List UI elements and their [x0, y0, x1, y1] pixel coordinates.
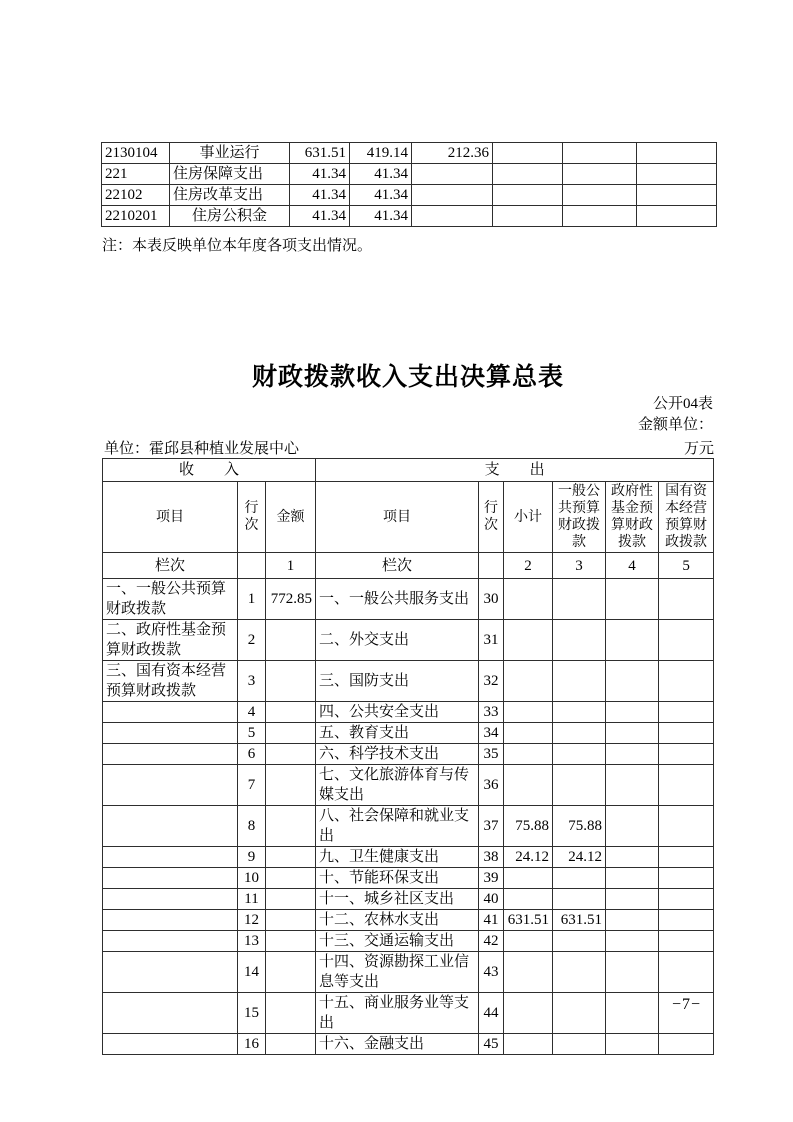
expense-item-cell: 十二、农林水支出: [316, 910, 479, 931]
general-budget-cell: [553, 993, 606, 1034]
subtotal-cell: [504, 723, 553, 744]
income-amount-cell: 772.85: [266, 579, 316, 620]
subject-code-cell: 2130104: [102, 143, 170, 164]
income-item-cell: [103, 702, 238, 723]
income-item-cell: [103, 744, 238, 765]
subject-name-cell: 住房保障支出: [170, 164, 290, 185]
subject-name-cell: 住房公积金: [170, 206, 290, 227]
general-budget-cell: [553, 931, 606, 952]
blank-cell: [238, 553, 266, 579]
empty-amount-cell: [563, 185, 637, 206]
amount-unit-value: 万元: [683, 441, 714, 457]
income-row-no-cell: 14: [238, 952, 266, 993]
income-row-no-cell: 7: [238, 765, 266, 806]
income-amount-cell: [266, 702, 316, 723]
income-index-label: 栏次: [103, 553, 238, 579]
total-amount-cell: 41.34: [290, 185, 350, 206]
expense-row-no-cell: 40: [479, 889, 504, 910]
basic-amount-cell: 41.34: [350, 206, 412, 227]
expense-item-cell: 五、教育支出: [316, 723, 479, 744]
total-amount-cell: 41.34: [290, 164, 350, 185]
blank-cell: [479, 553, 504, 579]
general-budget-cell: [553, 620, 606, 661]
state-capital-cell: [659, 723, 714, 744]
gov-fund-cell: [606, 579, 659, 620]
expense-row-no-cell: 45: [479, 1034, 504, 1055]
gov-fund-cell: [606, 806, 659, 847]
subject-code-cell: 22102: [102, 185, 170, 206]
subtotal-cell: 631.51: [504, 910, 553, 931]
table-row: [103, 847, 714, 868]
income-amount-cell: [266, 744, 316, 765]
expense-row-no-cell: 44: [479, 993, 504, 1034]
project-amount-cell: [412, 206, 493, 227]
general-budget-cell: [553, 702, 606, 723]
expense-row-no-cell: 34: [479, 723, 504, 744]
column-index-row: [103, 553, 714, 579]
income-amount-header: 金额: [266, 482, 316, 553]
subtotal-cell: [504, 765, 553, 806]
income-item-cell: [103, 868, 238, 889]
expense-section-header: 支 出: [316, 459, 714, 482]
income-amount-cell: [266, 661, 316, 702]
state-capital-cell: [659, 1034, 714, 1055]
general-budget-cell: [553, 952, 606, 993]
income-item-cell: [103, 806, 238, 847]
column-index-5: 5: [659, 553, 714, 579]
income-amount-cell: [266, 931, 316, 952]
column-index-4: 4: [606, 553, 659, 579]
general-budget-cell: [553, 661, 606, 702]
expense-row-no-cell: 43: [479, 952, 504, 993]
income-amount-cell: [266, 847, 316, 868]
expense-row-no-cell: 37: [479, 806, 504, 847]
state-capital-cell: [659, 952, 714, 993]
expense-row-no-cell: 31: [479, 620, 504, 661]
gov-fund-cell: [606, 1034, 659, 1055]
subtotal-header: 小计: [504, 482, 553, 553]
income-item-cell: 二、政府性基金预算财政拨款: [103, 620, 238, 661]
income-row-no-cell: 12: [238, 910, 266, 931]
income-item-cell: [103, 847, 238, 868]
page-title: 财政拨款收入支出决算总表: [251, 363, 564, 391]
page-number: −7−: [671, 996, 701, 1013]
expense-item-cell: 六、科学技术支出: [316, 744, 479, 765]
gov-fund-cell: [606, 889, 659, 910]
income-amount-cell: [266, 765, 316, 806]
empty-amount-cell: [493, 206, 563, 227]
table-row: [103, 952, 714, 993]
org-line: [104, 437, 714, 458]
income-row-no-cell: 15: [238, 993, 266, 1034]
gov-fund-cell: [606, 847, 659, 868]
income-row-no-cell: 13: [238, 931, 266, 952]
empty-amount-cell: [493, 164, 563, 185]
subtotal-cell: 24.12: [504, 847, 553, 868]
total-amount-cell: 41.34: [290, 206, 350, 227]
table-row: [103, 868, 714, 889]
basic-amount-cell: 419.14: [350, 143, 412, 164]
empty-amount-cell: [563, 164, 637, 185]
income-item-header: 项目: [103, 482, 238, 553]
gov-fund-cell: [606, 661, 659, 702]
expense-row-no-cell: 32: [479, 661, 504, 702]
subtotal-cell: [504, 952, 553, 993]
expense-item-cell: 九、卫生健康支出: [316, 847, 479, 868]
expense-item-cell: 十四、资源勘探工业信息等支出: [316, 952, 479, 993]
table-code-label: 公开04表: [652, 396, 713, 412]
gov-fund-cell: [606, 910, 659, 931]
subtotal-cell: [504, 931, 553, 952]
expense-item-cell: 七、文化旅游体育与传媒支出: [316, 765, 479, 806]
expense-item-cell: 三、国防支出: [316, 661, 479, 702]
table-row: [102, 185, 717, 206]
general-budget-cell: [553, 765, 606, 806]
income-amount-cell: [266, 1034, 316, 1055]
expense-item-cell: 八、社会保障和就业支出: [316, 806, 479, 847]
income-amount-cell: [266, 910, 316, 931]
general-budget-cell: [553, 579, 606, 620]
table-row: [103, 620, 714, 661]
org-name-label: 单位：霍邱县种植业发展中心: [104, 441, 300, 457]
income-row-no-cell: 10: [238, 868, 266, 889]
subtotal-cell: [504, 744, 553, 765]
project-amount-cell: 212.36: [412, 143, 493, 164]
gov-fund-cell: [606, 765, 659, 806]
expense-row-no-cell: 38: [479, 847, 504, 868]
expense-index-label: 栏次: [316, 553, 479, 579]
expense-row-no-cell: 39: [479, 868, 504, 889]
income-section-header: 收 入: [103, 459, 316, 482]
column-index-3: 3: [553, 553, 606, 579]
expense-item-header: 项目: [316, 482, 479, 553]
table-row: [103, 765, 714, 806]
general-budget-header: 一般公共预算财政拨款: [553, 482, 606, 553]
gov-fund-cell: [606, 993, 659, 1034]
expenditure-detail-table-fragment: [101, 142, 717, 227]
table-row: [103, 744, 714, 765]
income-amount-cell: [266, 993, 316, 1034]
income-amount-cell: [266, 868, 316, 889]
general-budget-cell: 24.12: [553, 847, 606, 868]
gov-fund-cell: [606, 931, 659, 952]
project-amount-cell: [412, 164, 493, 185]
general-budget-cell: [553, 868, 606, 889]
table-row: [103, 806, 714, 847]
empty-amount-cell: [563, 143, 637, 164]
income-amount-cell: [266, 889, 316, 910]
empty-amount-cell: [637, 185, 717, 206]
expense-row-no-cell: 33: [479, 702, 504, 723]
gov-fund-cell: [606, 702, 659, 723]
column-index-1: 1: [266, 553, 316, 579]
table-row: [103, 910, 714, 931]
income-row-no-cell: 3: [238, 661, 266, 702]
subtotal-cell: [504, 868, 553, 889]
state-capital-header: 国有资本经营预算财政拨款: [659, 482, 714, 553]
expense-item-cell: 四、公共安全支出: [316, 702, 479, 723]
state-capital-cell: [659, 889, 714, 910]
expense-row-no-cell: 41: [479, 910, 504, 931]
gov-fund-header: 政府性基金预算财政拨款: [606, 482, 659, 553]
subject-name-cell: 事业运行: [170, 143, 290, 164]
income-item-cell: [103, 723, 238, 744]
state-capital-cell: [659, 931, 714, 952]
table-row: [102, 164, 717, 185]
state-capital-cell: [659, 868, 714, 889]
state-capital-cell: [659, 661, 714, 702]
gov-fund-cell: [606, 868, 659, 889]
income-row-no-cell: 8: [238, 806, 266, 847]
income-item-cell: [103, 993, 238, 1034]
basic-amount-cell: 41.34: [350, 185, 412, 206]
income-row-no-header: 行次: [238, 482, 266, 553]
income-row-no-cell: 1: [238, 579, 266, 620]
expense-item-cell: 十三、交通运输支出: [316, 931, 479, 952]
income-row-no-cell: 4: [238, 702, 266, 723]
income-row-no-cell: 2: [238, 620, 266, 661]
income-item-cell: [103, 952, 238, 993]
state-capital-cell: [659, 806, 714, 847]
table-row: [103, 723, 714, 744]
income-amount-cell: [266, 620, 316, 661]
subject-code-cell: 2210201: [102, 206, 170, 227]
table-row: [103, 1034, 714, 1055]
empty-amount-cell: [637, 164, 717, 185]
expense-item-cell: 一、一般公共服务支出: [316, 579, 479, 620]
state-capital-cell: [659, 910, 714, 931]
total-amount-cell: 631.51: [290, 143, 350, 164]
expense-row-no-cell: 30: [479, 579, 504, 620]
expense-row-no-cell: 35: [479, 744, 504, 765]
fiscal-summary-table: [102, 458, 714, 1055]
general-budget-cell: [553, 744, 606, 765]
state-capital-cell: [659, 765, 714, 806]
income-item-cell: [103, 889, 238, 910]
state-capital-cell: [659, 847, 714, 868]
table-row: [102, 143, 717, 164]
subtotal-cell: [504, 993, 553, 1034]
income-amount-cell: [266, 806, 316, 847]
table-row: [103, 889, 714, 910]
income-row-no-cell: 6: [238, 744, 266, 765]
table-row: [103, 579, 714, 620]
income-amount-cell: [266, 952, 316, 993]
subtotal-cell: [504, 620, 553, 661]
income-amount-cell: [266, 723, 316, 744]
subtotal-cell: [504, 661, 553, 702]
state-capital-cell: [659, 579, 714, 620]
basic-amount-cell: 41.34: [350, 164, 412, 185]
income-item-cell: 三、国有资本经营预算财政拨款: [103, 661, 238, 702]
general-budget-cell: [553, 723, 606, 744]
gov-fund-cell: [606, 620, 659, 661]
income-row-no-cell: 5: [238, 723, 266, 744]
expense-row-no-cell: 36: [479, 765, 504, 806]
table-row: [103, 931, 714, 952]
expense-row-no-header: 行次: [479, 482, 504, 553]
subject-name-cell: 住房改革支出: [170, 185, 290, 206]
income-item-cell: 一、一般公共预算财政拨款: [103, 579, 238, 620]
project-amount-cell: [412, 185, 493, 206]
income-item-cell: [103, 910, 238, 931]
general-budget-cell: [553, 1034, 606, 1055]
income-row-no-cell: 16: [238, 1034, 266, 1055]
empty-amount-cell: [563, 206, 637, 227]
column-header-row: [103, 482, 714, 553]
subtotal-cell: [504, 1034, 553, 1055]
gov-fund-cell: [606, 723, 659, 744]
table-note: 注：本表反映单位本年度各项支出情况。: [102, 238, 373, 254]
gov-fund-cell: [606, 744, 659, 765]
expense-row-no-cell: 42: [479, 931, 504, 952]
expense-item-cell: 十五、商业服务业等支出: [316, 993, 479, 1034]
income-item-cell: [103, 1034, 238, 1055]
empty-amount-cell: [637, 206, 717, 227]
income-item-cell: [103, 765, 238, 806]
subtotal-cell: [504, 702, 553, 723]
state-capital-cell: [659, 744, 714, 765]
general-budget-cell: 631.51: [553, 910, 606, 931]
subtotal-cell: [504, 889, 553, 910]
expense-item-cell: 十六、金融支出: [316, 1034, 479, 1055]
general-budget-cell: 75.88: [553, 806, 606, 847]
column-index-2: 2: [504, 553, 553, 579]
amount-unit-label: 金额单位：: [637, 417, 713, 433]
table-row: [103, 993, 714, 1034]
state-capital-cell: [659, 702, 714, 723]
income-row-no-cell: 9: [238, 847, 266, 868]
subject-code-cell: 221: [102, 164, 170, 185]
table-row: [103, 702, 714, 723]
expense-item-cell: 十一、城乡社区支出: [316, 889, 479, 910]
empty-amount-cell: [493, 143, 563, 164]
empty-amount-cell: [637, 143, 717, 164]
expense-item-cell: 十、节能环保支出: [316, 868, 479, 889]
table-meta: [638, 394, 713, 436]
table-row: [102, 206, 717, 227]
empty-amount-cell: [493, 185, 563, 206]
state-capital-cell: [659, 620, 714, 661]
expense-item-cell: 二、外交支出: [316, 620, 479, 661]
general-budget-cell: [553, 889, 606, 910]
subtotal-cell: [504, 579, 553, 620]
gov-fund-cell: [606, 952, 659, 993]
income-row-no-cell: 11: [238, 889, 266, 910]
section-header-row: [103, 459, 714, 482]
income-item-cell: [103, 931, 238, 952]
table-row: [103, 661, 714, 702]
subtotal-cell: 75.88: [504, 806, 553, 847]
